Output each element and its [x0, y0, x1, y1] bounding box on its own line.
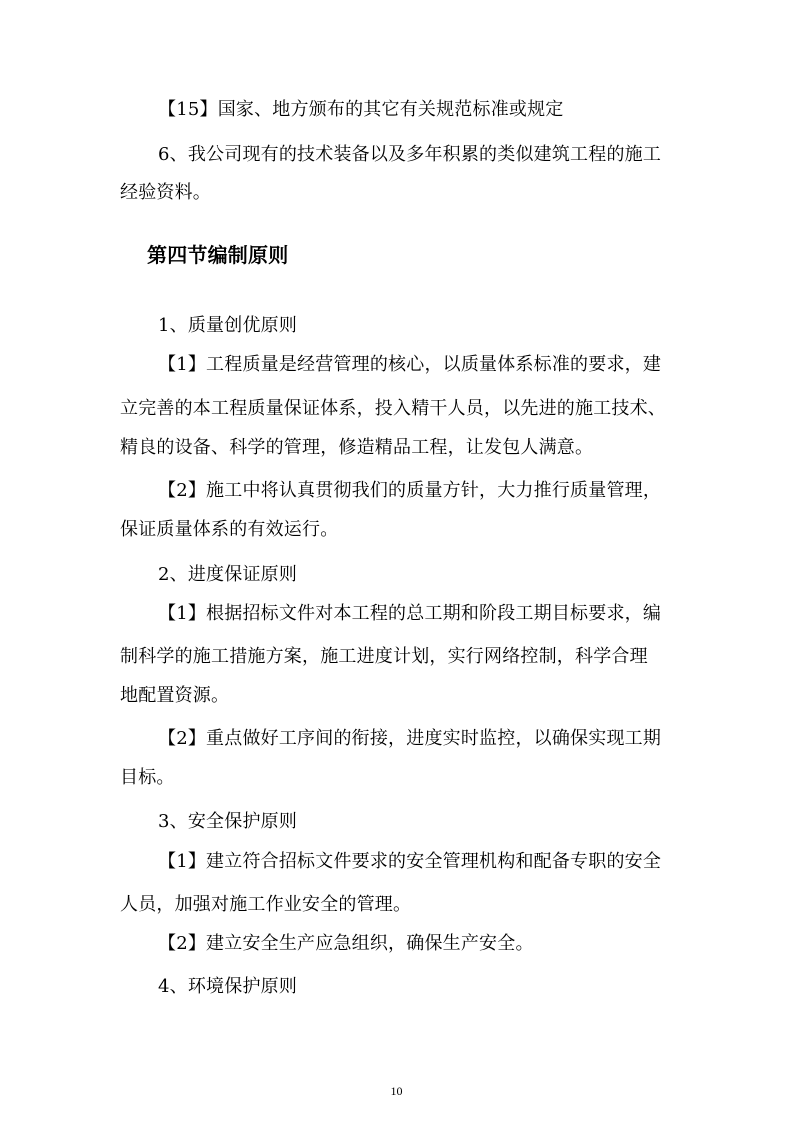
page-number: 10: [390, 1084, 403, 1098]
principle-3-item-2: 【2】建立安全生产应急组织，确保生产安全。: [158, 933, 534, 954]
principle-2-item-1-line-3: 地配置资源。: [120, 685, 230, 706]
basis-item-6-line-1: 6、我公司现有的技术装备以及多年积累的类似建筑工程的施工: [158, 144, 662, 165]
principle-1-item-1-line-3: 精良的设备、科学的管理，修造精品工程，让发包人满意。: [120, 437, 594, 458]
section-heading: 第四节编制原则: [147, 243, 289, 267]
principle-3-item-1-line-2: 人员，加强对施工作业安全的管理。: [120, 894, 412, 915]
basis-item-6-line-2: 经验资料。: [120, 182, 211, 203]
principle-1-item-2-line-1: 【2】施工中将认真贯彻我们的质量方针，大力推行质量管理，: [158, 480, 662, 501]
principle-3-item-1-line-1: 【1】建立符合招标文件要求的安全管理机构和配备专职的安全: [158, 851, 662, 872]
principle-4-title: 4、环境保护原则: [158, 976, 298, 997]
principle-3-title: 3、安全保护原则: [158, 811, 298, 832]
principle-1-item-2-line-2: 保证质量体系的有效运行。: [120, 519, 339, 540]
standards-item-15: 【15】国家、地方颁布的其它有关规范标准或规定: [158, 99, 564, 120]
principle-1-item-1-line-2: 立完善的本工程质量保证体系，投入精干人员，以先进的施工技术、: [120, 398, 666, 419]
principle-2-item-1-line-2: 制科学的施工措施方案，施工进度计划，实行网络控制，科学合理: [120, 646, 648, 667]
principle-1-item-1-line-1: 【1】工程质量是经营管理的核心，以质量体系标准的要求，建: [158, 354, 662, 375]
principle-2-item-1-line-1: 【1】根据招标文件对本工程的总工期和阶段工期目标要求，编: [158, 603, 662, 624]
principle-2-title: 2、进度保证原则: [158, 564, 298, 585]
principle-2-item-2-line-2: 目标。: [120, 767, 175, 788]
principle-2-item-2-line-1: 【2】重点做好工序间的衔接，进度实时监控，以确保实现工期: [158, 728, 662, 749]
principle-1-title: 1、质量创优原则: [158, 315, 298, 336]
